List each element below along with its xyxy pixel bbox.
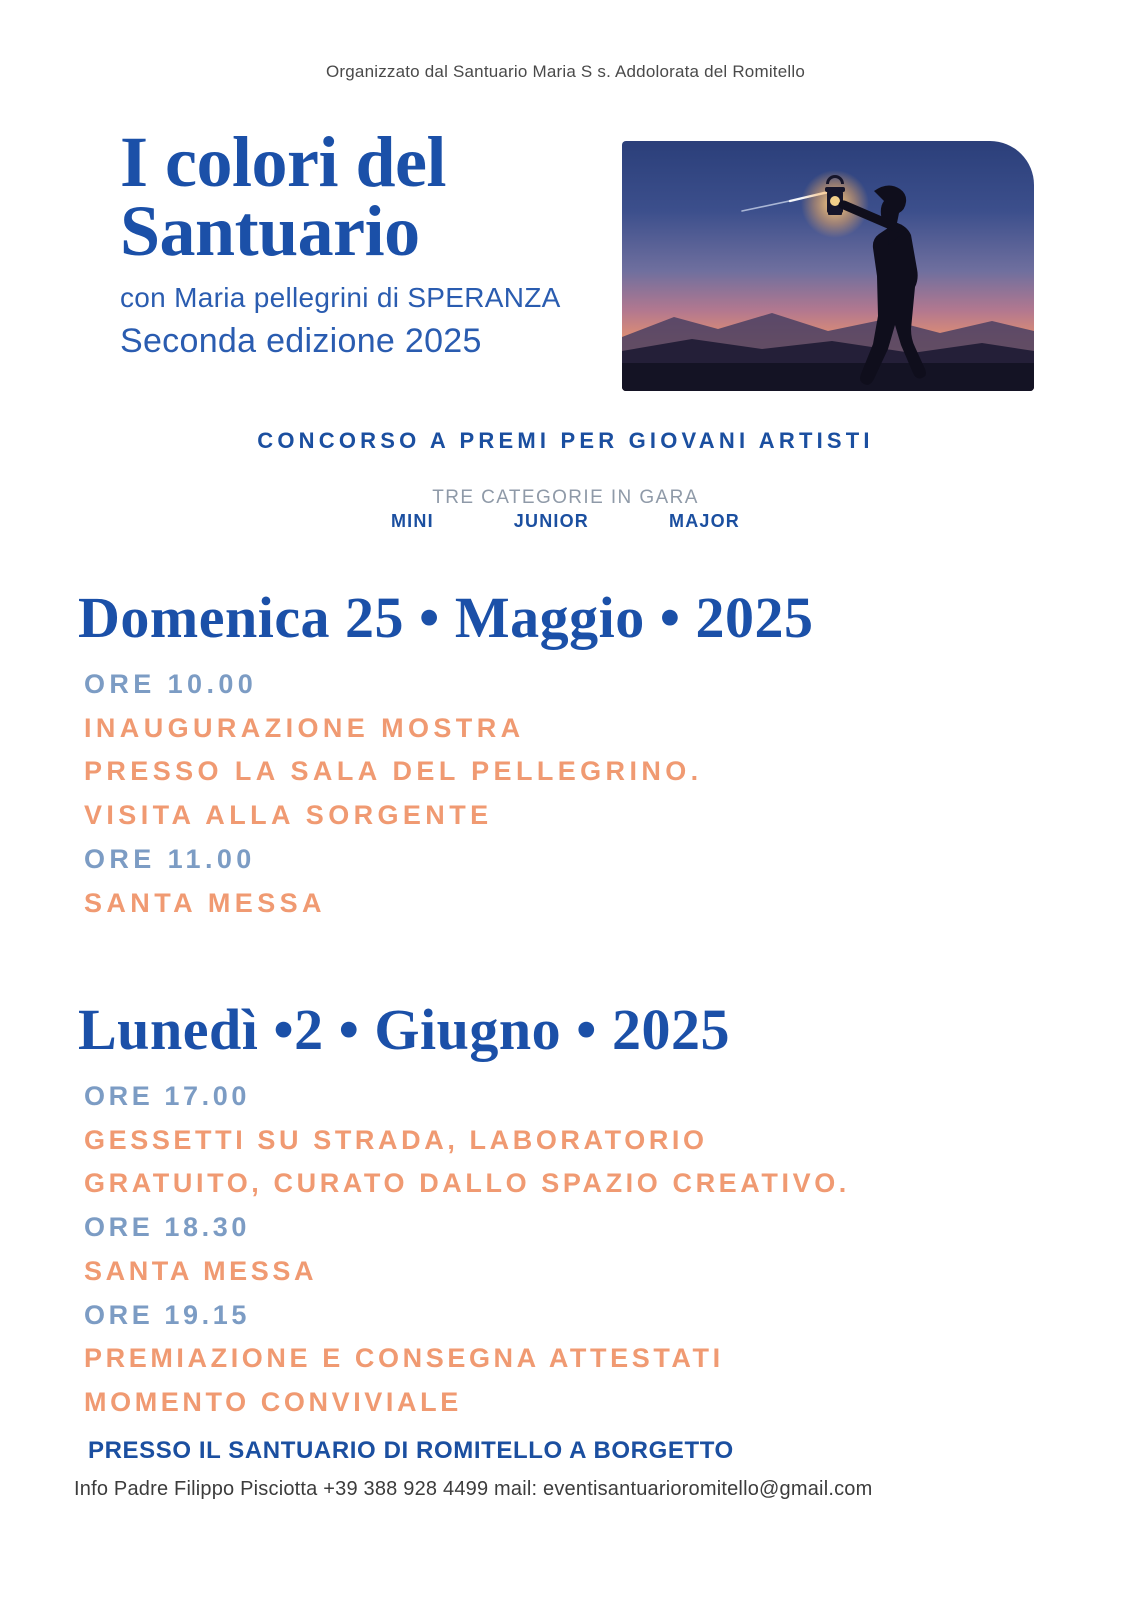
venue-line: PRESSO IL SANTUARIO DI ROMITELLO A BORGETTO bbox=[88, 1437, 734, 1464]
categories-title: TRE CATEGORIE IN GARA bbox=[432, 487, 699, 508]
hero-image bbox=[622, 141, 1034, 391]
organizer-line: Organizzato dal Santuario Maria S s. Addolorata del Romitello bbox=[325, 62, 805, 81]
sunset-silhouette-illustration bbox=[622, 141, 1034, 391]
day-1-line-3: PRESSO LA SALA DEL PELLEGRINO. bbox=[84, 756, 703, 787]
title-line-1: I colori del bbox=[120, 122, 446, 202]
day-2-line-7: PREMIAZIONE E CONSEGNA ATTESTATI bbox=[84, 1343, 724, 1374]
day-1-line-2: INAUGURAZIONE MOSTRA bbox=[84, 712, 525, 743]
category-junior: JUNIOR bbox=[513, 511, 589, 531]
day-1-line-1: ORE 10.00 bbox=[84, 668, 258, 699]
day-2-line-4: ORE 18.30 bbox=[84, 1212, 250, 1243]
category-mini: MINI bbox=[390, 511, 434, 531]
title-block bbox=[120, 122, 600, 361]
day-section-1 bbox=[78, 585, 1078, 925]
contest-line: CONCORSO A PREMI PER GIOVANI ARTISTI bbox=[257, 428, 874, 453]
day-1-line-4: VISITA ALLA SORGENTE bbox=[84, 800, 493, 831]
day-1-line-6: SANTA MESSA bbox=[84, 887, 326, 918]
day-1-schedule bbox=[84, 663, 1078, 925]
day-2-line-8: MOMENTO CONVIVIALE bbox=[84, 1387, 462, 1418]
day-2-line-1: ORE 17.00 bbox=[84, 1080, 250, 1111]
day-1-line-5: ORE 11.00 bbox=[84, 843, 256, 874]
day-section-2 bbox=[78, 997, 1078, 1425]
categories-row bbox=[0, 511, 1131, 532]
day-2-line-5: SANTA MESSA bbox=[84, 1255, 318, 1286]
day-2-heading: Lunedì •2 • Giugno • 2025 bbox=[78, 997, 730, 1062]
day-2-line-6: ORE 19.15 bbox=[84, 1299, 250, 1330]
category-major: MAJOR bbox=[669, 511, 741, 531]
title-edition: Seconda edizione 2025 bbox=[120, 322, 482, 361]
title-line-2: Santuario bbox=[120, 191, 420, 272]
title-subtitle: con Maria pellegrini di SPERANZA bbox=[120, 282, 561, 314]
day-2-line-2: GESSETTI SU STRADA, LABORATORIO bbox=[84, 1124, 708, 1155]
day-2-schedule bbox=[84, 1075, 1078, 1425]
day-1-heading: Domenica 25 • Maggio • 2025 bbox=[78, 585, 814, 650]
day-2-line-3: GRATUITO, CURATO DALLO SPAZIO CREATIVO. bbox=[84, 1168, 850, 1199]
contact-line: Info Padre Filippo Pisciotta +39 388 928 4499 mail: eventisantuarioromitello@gmail.com bbox=[74, 1478, 873, 1500]
